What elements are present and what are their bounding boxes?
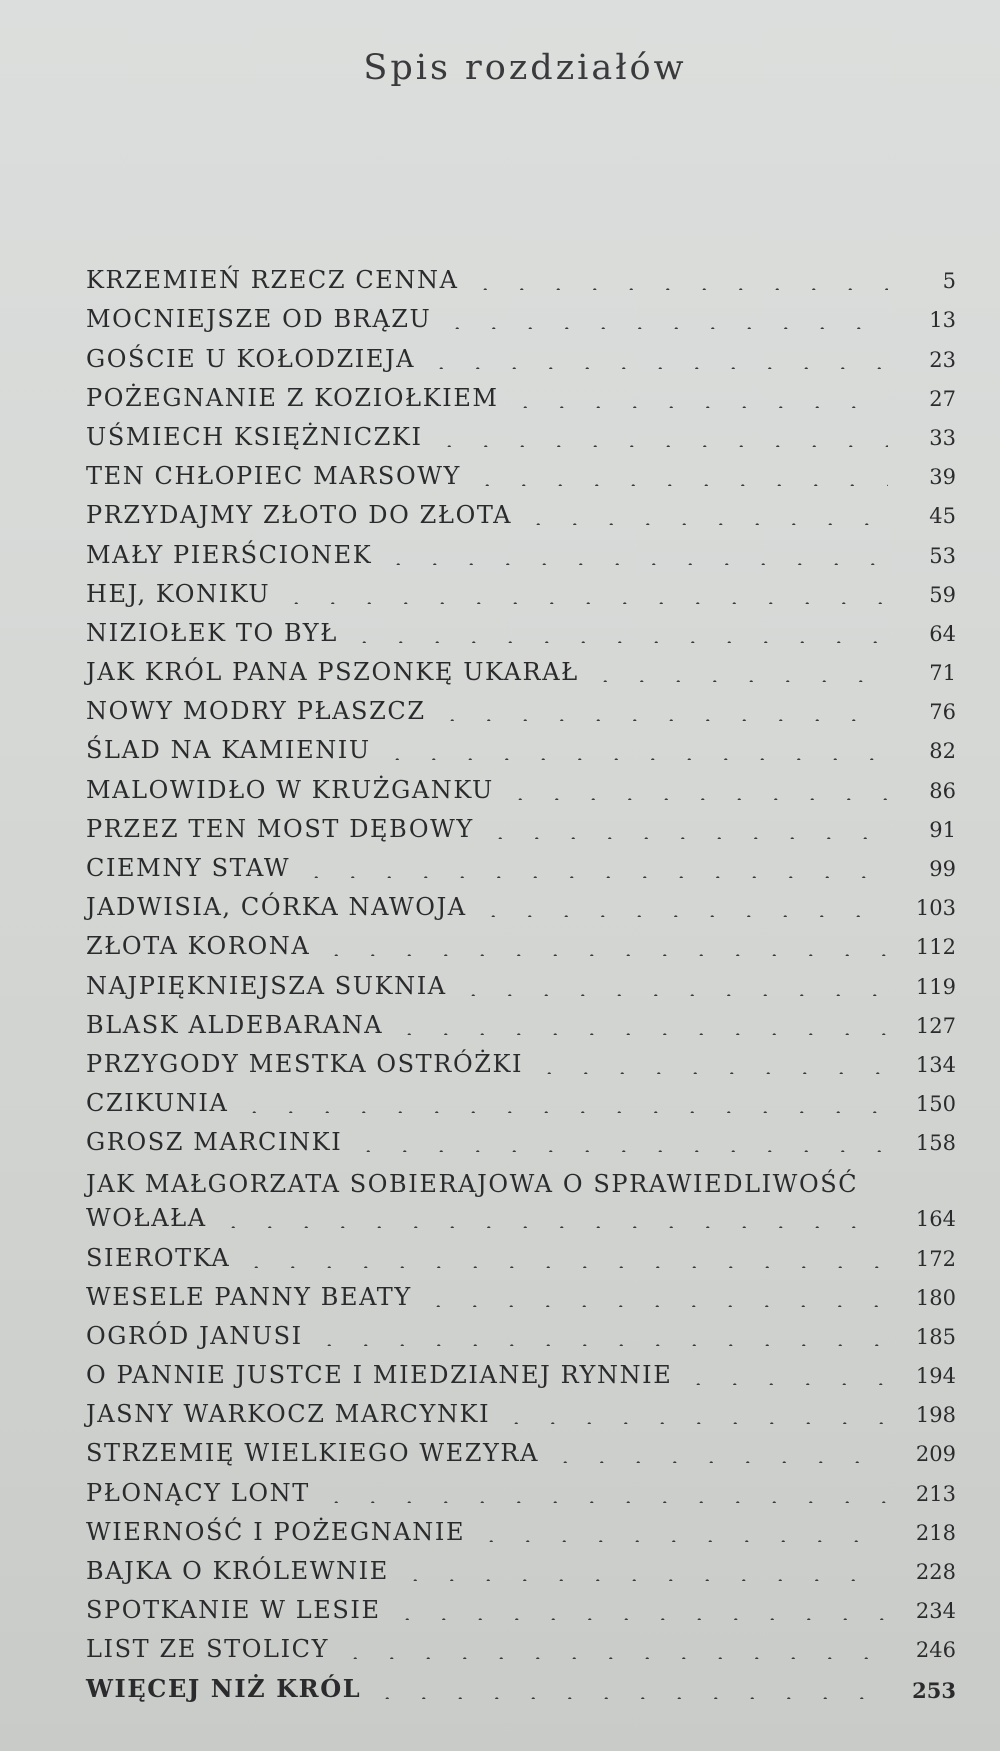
toc-entry — [86, 1309, 956, 1348]
toc-entry-page-number: 228 — [915, 1560, 956, 1584]
toc-entry-title: UŚMIECH KSIĘŻNICZKI — [86, 422, 423, 451]
toc-entry-title: WIERNOŚĆ I POŻEGNANIE — [86, 1517, 466, 1546]
toc-entry-title: GROSZ MARCINKI — [86, 1128, 343, 1157]
toc-entry-page-number: 185 — [915, 1324, 956, 1349]
toc-entry-page-number: 82 — [929, 739, 956, 764]
toc-entry-page-number: 13 — [929, 308, 956, 333]
dot-leader — [469, 466, 888, 486]
dot-leader — [318, 936, 888, 956]
toc-entry-page-number: 103 — [915, 896, 956, 921]
dot-leader — [502, 780, 888, 800]
toc-entry-page-number: 127 — [915, 1013, 956, 1038]
toc-entry — [86, 1037, 956, 1076]
dot-leader — [391, 1015, 888, 1035]
toc-entry-title: PRZYDAJMY ZŁOTO DO ZŁOTA — [86, 501, 513, 530]
toc-entry-title: WESELE PANNY BEATY — [86, 1282, 412, 1311]
toc-entry-page-number: 172 — [915, 1246, 956, 1271]
toc-entry-title: POŻEGNANIE Z KOZIOŁKIEM — [86, 383, 499, 412]
toc-entry-page-number: 91 — [929, 817, 956, 842]
toc-entry-title: STRZEMIĘ WIELKIEGO WEZYRA — [86, 1439, 540, 1468]
toc-entry-page-number: 112 — [915, 935, 956, 960]
toc-entry-title: GOŚCIE U KOŁODZIEJA — [86, 344, 416, 373]
toc-entry-title: O PANNIE JUSTCE I MIEDZIANEJ RYNNIE — [86, 1361, 673, 1390]
toc-entry — [86, 253, 956, 295]
toc-entry — [86, 684, 956, 726]
toc-entry-page-number: 218 — [915, 1520, 956, 1545]
toc-entry-row — [86, 1204, 956, 1233]
toc-entry — [86, 762, 956, 804]
toc-entry-page-number: 27 — [929, 386, 956, 411]
toc-entry — [86, 1622, 956, 1664]
dot-leader — [236, 1093, 888, 1113]
toc-entry-page-number: 45 — [929, 504, 956, 529]
toc-entry-page-number: 158 — [915, 1131, 956, 1156]
dot-leader — [369, 1679, 888, 1699]
dot-leader — [298, 858, 888, 878]
toc-entry-page-number: 76 — [929, 700, 956, 725]
table-of-contents — [86, 253, 956, 1701]
toc-entry-title: KRZEMIEŃ RZECZ CENNA — [86, 266, 459, 295]
dot-leader — [318, 1483, 888, 1503]
dot-leader — [439, 309, 888, 329]
toc-entry-title: CZIKUNIA — [86, 1089, 229, 1118]
toc-entry-title: OGRÓD JANUSI — [86, 1321, 303, 1350]
toc-entry — [86, 1426, 956, 1468]
toc-entry-title: LIST ZE STOLICY — [86, 1635, 330, 1664]
toc-entry-title: BAJKA O KRÓLEWNIE — [86, 1557, 389, 1585]
toc-entry-title: JAK KRÓL PANA PSZONKĘ UKARAŁ — [86, 658, 579, 687]
toc-entry-page-number: 53 — [929, 543, 956, 568]
dot-leader — [531, 1054, 888, 1074]
toc-entry — [86, 371, 956, 410]
dot-leader — [278, 584, 888, 604]
dot-leader — [467, 270, 888, 290]
dot-leader — [434, 701, 888, 721]
dot-leader — [311, 1326, 888, 1346]
toc-entry-title: NAJPIĘKNIEJSZA SUKNIA — [86, 971, 447, 1000]
dot-leader — [215, 1208, 888, 1228]
toc-entry — [86, 1076, 956, 1118]
toc-entry-page-number: 134 — [915, 1052, 956, 1077]
dot-leader — [423, 349, 888, 369]
dot-leader — [547, 1443, 888, 1463]
toc-entry-title: MOCNIEJSZE OD BRĄZU — [86, 305, 432, 334]
toc-entry-page-number: 86 — [929, 778, 956, 803]
toc-entry-page-number: 39 — [929, 465, 956, 490]
dot-leader — [346, 623, 888, 643]
toc-entry — [86, 958, 956, 1000]
toc-entry — [86, 1505, 956, 1544]
toc-entry — [86, 1270, 956, 1309]
toc-entry — [86, 1154, 956, 1233]
toc-entry — [86, 841, 956, 880]
toc-entry-title-line: JAK MAŁGORZATA SOBIERAJOWA O SPRAWIEDLIWOŚĆ — [86, 1170, 859, 1199]
dot-leader — [350, 1132, 888, 1152]
toc-entry-page-number: 119 — [915, 974, 956, 999]
toc-entry-page-number: 23 — [929, 347, 956, 372]
toc-entry-page-number: 180 — [915, 1285, 956, 1310]
toc-entry-title: JASNY WARKOCZ MARCYNKI — [86, 1400, 491, 1429]
toc-entry — [86, 1348, 956, 1390]
toc-entry-title: MAŁY PIERŚCIONEK — [86, 540, 373, 569]
dot-leader — [389, 1600, 888, 1620]
toc-entry — [86, 449, 956, 491]
toc-entry-page-number: 213 — [915, 1481, 956, 1506]
toc-entry — [86, 880, 956, 922]
toc-entry — [86, 331, 956, 373]
toc-entry — [86, 1465, 956, 1507]
toc-entry — [86, 802, 956, 841]
dot-leader — [475, 897, 888, 917]
toc-entry-title: SPOTKANIE W LESIE — [86, 1596, 381, 1625]
toc-entry-title: HEJ, KONIKU — [86, 579, 271, 608]
toc-entry-page-number: 5 — [942, 269, 956, 294]
toc-entry-title: TEN CHŁOPIEC MARSOWY — [86, 462, 461, 491]
dot-leader — [380, 545, 888, 565]
dot-leader — [507, 388, 888, 408]
toc-entry-title: MALOWIDŁO W KRUŻGANKU — [86, 775, 494, 804]
toc-entry — [86, 410, 956, 449]
toc-entry-title: WOŁAŁA — [86, 1204, 207, 1233]
toc-entry-page-number: 198 — [915, 1403, 956, 1428]
dot-leader — [520, 505, 888, 525]
toc-entry-title: ZŁOTA KORONA — [86, 932, 311, 961]
toc-entry-title: JADWISIA, CÓRKA NAWOJA — [86, 893, 467, 922]
toc-entry — [86, 998, 956, 1037]
dot-leader — [587, 662, 888, 682]
toc-entry-page-number: 64 — [929, 621, 956, 646]
toc-entry-page-number: 234 — [915, 1599, 956, 1624]
toc-entry-page-number: 150 — [915, 1092, 956, 1117]
toc-entry — [86, 1115, 956, 1157]
dot-leader — [238, 1248, 888, 1268]
toc-entry — [86, 723, 956, 765]
toc-entry — [86, 488, 956, 530]
toc-entry-page-number: 33 — [929, 425, 956, 450]
toc-entry-page-number: 99 — [929, 857, 956, 881]
toc-entry-title: BLASK ALDEBARANA — [86, 1010, 384, 1039]
dot-leader — [455, 976, 888, 996]
toc-entry — [86, 645, 956, 687]
toc-entry — [86, 1583, 956, 1625]
toc-entry-title: NIZIOŁEK TO BYŁ — [86, 618, 338, 647]
toc-entry — [86, 527, 956, 569]
toc-entry-page-number: 71 — [929, 661, 956, 686]
dot-leader — [680, 1365, 888, 1385]
toc-entry — [86, 1661, 956, 1703]
toc-entry-title: ŚLAD NA KAMIENIU — [86, 736, 371, 765]
toc-entry-page-number: 164 — [915, 1207, 956, 1232]
toc-entry-title: CIEMNY STAW — [86, 854, 291, 882]
dot-leader — [498, 1404, 888, 1424]
toc-entry-title: WIĘCEJ NIŻ KRÓL — [86, 1673, 362, 1703]
toc-entry-title: PRZYGODY MESTKA OSTRÓŻKI — [86, 1049, 524, 1078]
toc-entry-title: PRZEZ TEN MOST DĘBOWY — [86, 814, 474, 843]
page-title: Spis rozdziałów — [363, 48, 687, 88]
dot-leader — [397, 1561, 888, 1581]
toc-entry-title: SIEROTKA — [86, 1243, 231, 1272]
toc-entry — [86, 292, 956, 334]
toc-entry-title: PŁONĄCY LONT — [86, 1478, 310, 1507]
toc-entry-page-number: 59 — [929, 582, 956, 607]
dot-leader — [379, 740, 888, 760]
toc-entry — [86, 919, 956, 961]
toc-entry-page-number: 253 — [912, 1677, 956, 1703]
toc-entry — [86, 567, 956, 606]
dot-leader — [482, 819, 888, 839]
toc-entry — [86, 1544, 956, 1583]
toc-entry-title: NOWY MODRY PŁASZCZ — [86, 697, 426, 726]
dot-leader — [473, 1522, 888, 1542]
dot-leader — [420, 1287, 888, 1307]
dot-leader — [431, 427, 888, 447]
toc-entry-page-number: 246 — [915, 1638, 956, 1663]
toc-entry-page-number: 194 — [915, 1364, 956, 1389]
toc-entry — [86, 1230, 956, 1272]
toc-entry — [86, 1387, 956, 1429]
toc-entry — [86, 606, 956, 645]
toc-entry-page-number: 209 — [915, 1442, 956, 1467]
dot-leader — [337, 1639, 888, 1659]
